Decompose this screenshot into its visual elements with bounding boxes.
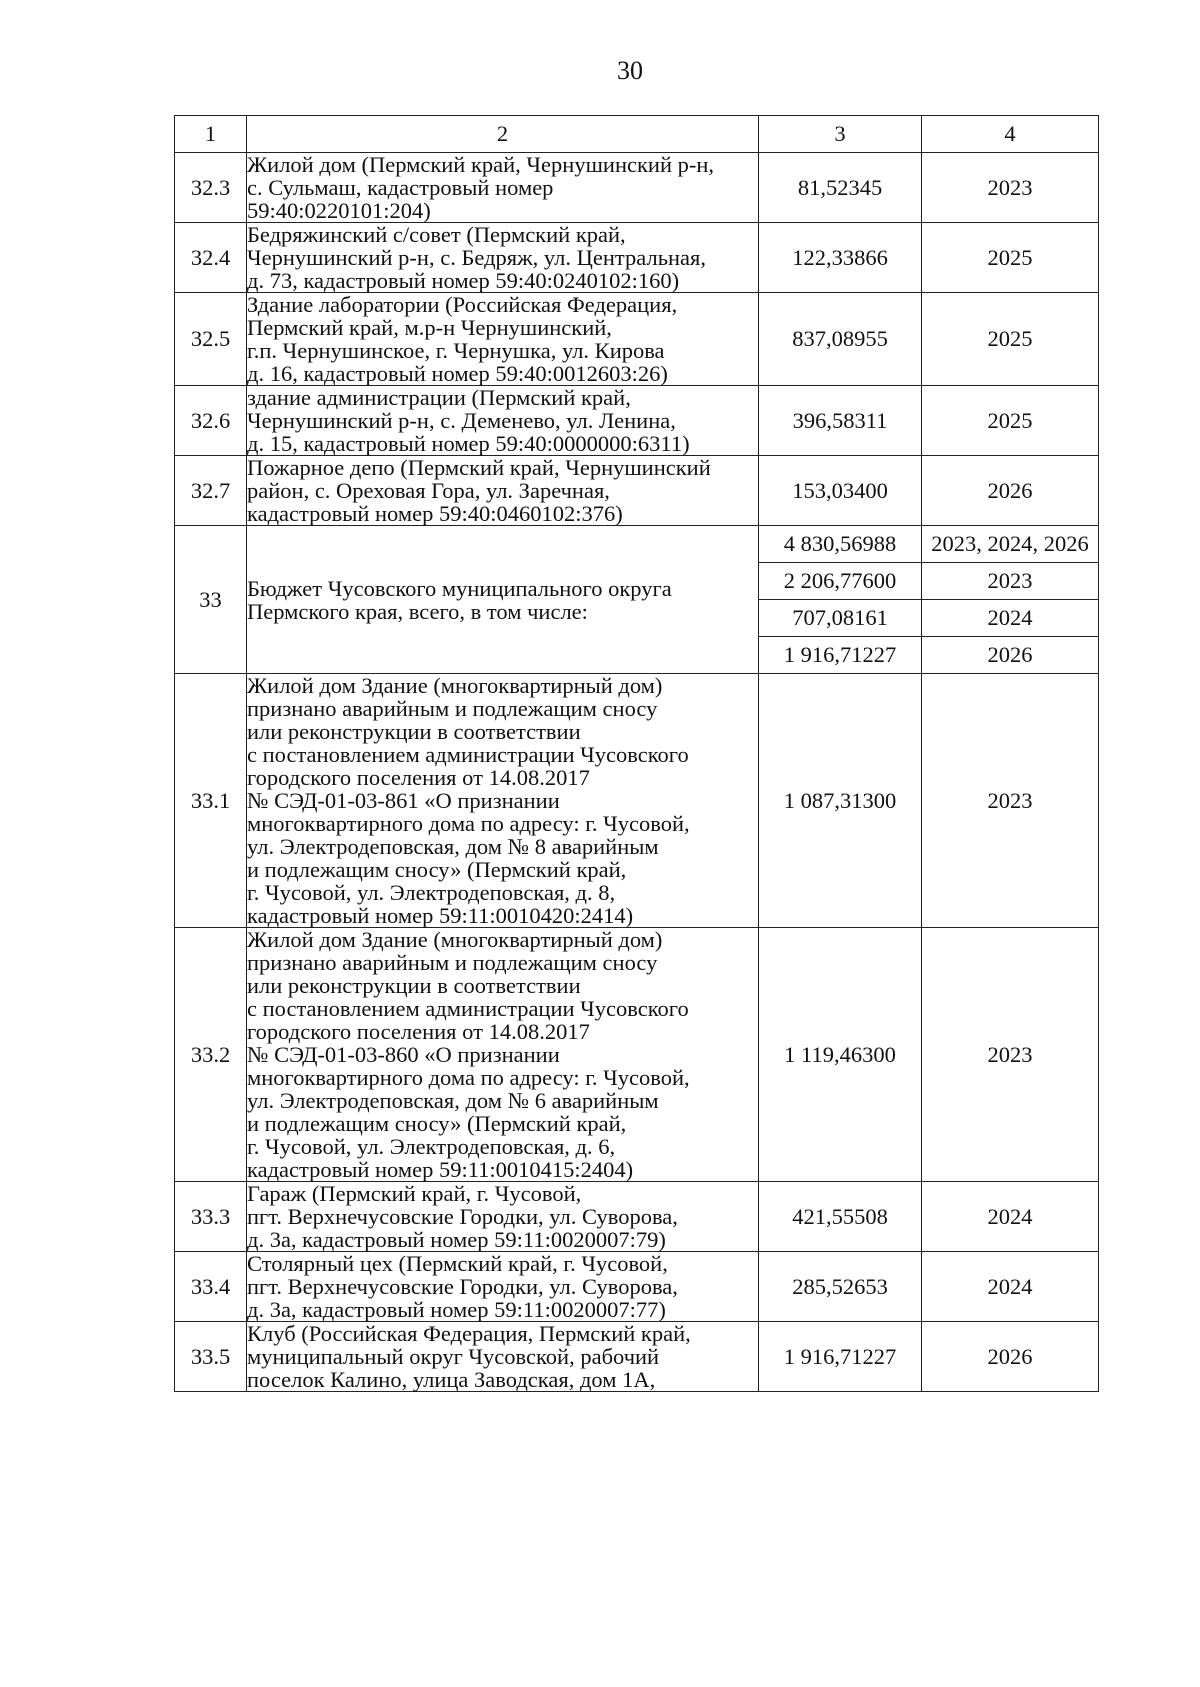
table-row (175, 153, 1099, 223)
row-value: 81,52345 (759, 153, 922, 223)
column-header: 2 (247, 116, 759, 153)
row-number: 32.5 (175, 293, 247, 386)
row-value: 1 916,71227 (759, 1322, 922, 1392)
row-description: здание администрации (Пермский край, Чернушинский р-н, с. Деменево, ул. Ленина, д. 15, кадастровый номер 59:40:0000000:6311) (247, 386, 759, 456)
budget-value: 1 916,71227 (759, 637, 922, 674)
row-year: 2025 (922, 223, 1099, 293)
row-description: Клуб (Российская Федерация, Пермский край, муниципальный округ Чусовской, рабочий поселок Калино, улица Заводская, дом 1А, (247, 1322, 759, 1392)
row-value: 122,33866 (759, 223, 922, 293)
row-number: 33.2 (175, 928, 247, 1182)
row-description: Бедряжинский с/совет (Пермский край, Чернушинский р-н, с. Бедряж, ул. Центральная, д. 73, кадастровый номер 59:40:0240102:160) (247, 223, 759, 293)
column-header: 1 (175, 116, 247, 153)
table-row (175, 293, 1099, 386)
budget-value: 707,08161 (759, 600, 922, 637)
row-value: 396,58311 (759, 386, 922, 456)
row-value: 1 087,31300 (759, 674, 922, 928)
row-year: 2026 (922, 1322, 1099, 1392)
row-value: 1 119,46300 (759, 928, 922, 1182)
header-row (175, 116, 1099, 153)
row-value: 153,03400 (759, 456, 922, 526)
budget-value: 4 830,56988 (759, 526, 922, 563)
row-description: Здание лаборатории (Российская Федерация, Пермский край, м.р-н Чернушинский, г.п. Чернушинское, г. Чернушка, ул. Кирова д. 16, кадастровый номер 59:40:0012603:26) (247, 293, 759, 386)
table-row (175, 223, 1099, 293)
row-year: 2025 (922, 386, 1099, 456)
table-row (175, 456, 1099, 526)
row-number: 32.3 (175, 153, 247, 223)
table-row (175, 674, 1099, 928)
table-row (175, 1252, 1099, 1322)
row-value: 285,52653 (759, 1252, 922, 1322)
row-description: Жилой дом (Пермский край, Чернушинский р-н, с. Сульмаш, кадастровый номер 59:40:0220101:204) (247, 153, 759, 223)
budget-year: 2023 (922, 563, 1099, 600)
row-year: 2024 (922, 1252, 1099, 1322)
row-year: 2023 (922, 928, 1099, 1182)
budget-value: 2 206,77600 (759, 563, 922, 600)
row-number: 33.1 (175, 674, 247, 928)
row-year: 2023 (922, 674, 1099, 928)
row-year: 2025 (922, 293, 1099, 386)
row-number: 32.7 (175, 456, 247, 526)
table-row (175, 928, 1099, 1182)
row-number: 33.3 (175, 1182, 247, 1252)
row-value: 837,08955 (759, 293, 922, 386)
column-header: 4 (922, 116, 1099, 153)
row-description: Жилой дом Здание (многоквартирный дом) признано аварийным и подлежащим сносу или реконструкции в соответствии с постановлением администрации Чусовского городского поселения от 14.08.2017 № СЭД-01-03-860 «О признании многоквартирного дома по адресу: г. Чусовой, ул. Электродеповская, дом № 6 аварийным и подлежащим сносу» (Пермский край, г. Чусовой, ул. Электродеповская, д. 6, кадастровый номер 59:11:0010415:2404) (247, 928, 759, 1182)
budget-row (175, 526, 1099, 563)
table-row (175, 1182, 1099, 1252)
row-number: 32.4 (175, 223, 247, 293)
budget-year: 2023, 2024, 2026 (922, 526, 1099, 563)
budget-year: 2026 (922, 637, 1099, 674)
row-year: 2024 (922, 1182, 1099, 1252)
row-description: Гараж (Пермский край, г. Чусовой, пгт. Верхнечусовские Городки, ул. Суворова, д. 3а, кадастровый номер 59:11:0020007:79) (247, 1182, 759, 1252)
budget-number: 33 (175, 526, 247, 674)
table-row (175, 1322, 1099, 1392)
row-number: 33.5 (175, 1322, 247, 1392)
row-value: 421,55508 (759, 1182, 922, 1252)
row-description: Жилой дом Здание (многоквартирный дом) признано аварийным и подлежащим сносу или реконструкции в соответствии с постановлением администрации Чусовского городского поселения от 14.08.2017 № СЭД-01-03-861 «О признании многоквартирного дома по адресу: г. Чусовой, ул. Электродеповская, дом № 8 аварийным и подлежащим сносу» (Пермский край, г. Чусовой, ул. Электродеповская, д. 8, кадастровый номер 59:11:0010420:2414) (247, 674, 759, 928)
page-number: 30 (617, 56, 643, 85)
row-description: Столярный цех (Пермский край, г. Чусовой, пгт. Верхнечусовские Городки, ул. Суворова, д. 3а, кадастровый номер 59:11:0020007:77) (247, 1252, 759, 1322)
row-number: 32.6 (175, 386, 247, 456)
row-year: 2026 (922, 456, 1099, 526)
row-year: 2023 (922, 153, 1099, 223)
row-description: Пожарное депо (Пермский край, Чернушинский район, с. Ореховая Гора, ул. Заречная, кадастровый номер 59:40:0460102:376) (247, 456, 759, 526)
table-row (175, 386, 1099, 456)
column-header: 3 (759, 116, 922, 153)
row-number: 33.4 (175, 1252, 247, 1322)
budget-year: 2024 (922, 600, 1099, 637)
data-table (174, 115, 1099, 1392)
budget-description: Бюджет Чусовского муниципального округа Пермского края, всего, в том числе: (247, 526, 759, 674)
